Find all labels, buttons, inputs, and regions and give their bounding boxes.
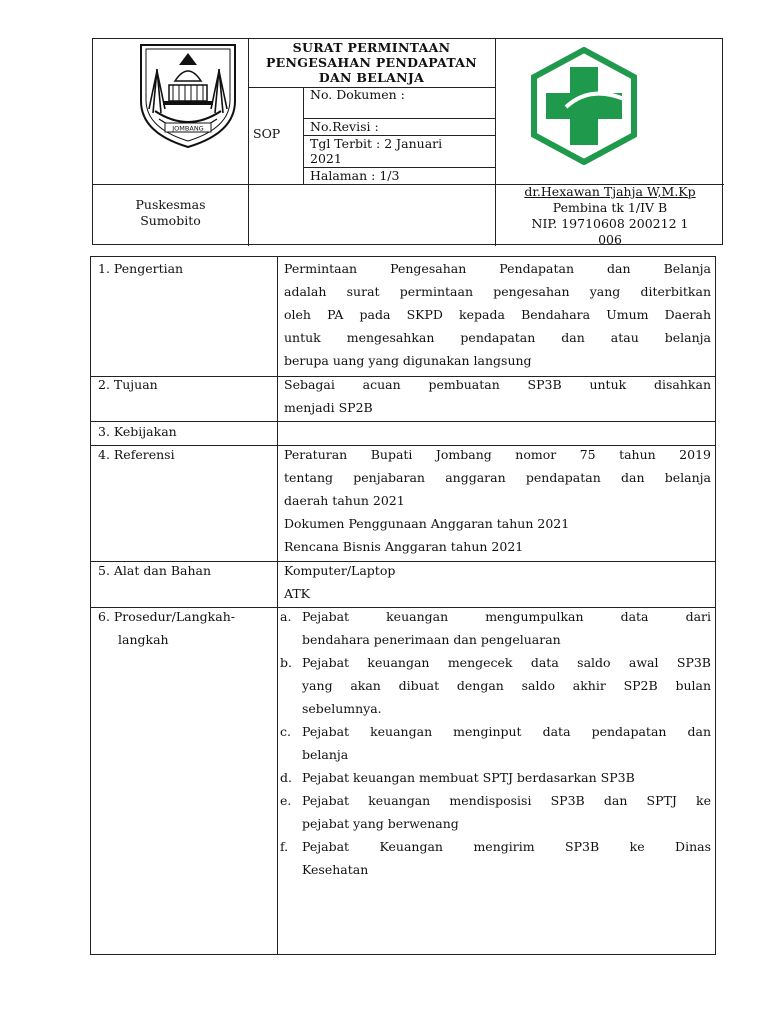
label-kebijakan: 3. Kebijakan — [98, 424, 177, 439]
content-pengertian: Permintaan Pengesahan Pendapatan dan Belanja adalah surat permintaan pengesahan yang diterbitkan oleh PA pada SKPD kepada Bendahara Umum Daerah untuk mengesahkan pendapatan dan atau belanja berupa uang yang digunakan langsung — [284, 261, 711, 368]
signatory-rank: Pembina tk 1/IV B — [552, 200, 668, 215]
step-a: a. Pejabat keuangan mengumpulkan data dari bendahara penerimaan dan pengeluaran — [280, 609, 711, 647]
content-referensi: Peraturan Bupati Jombang nomor 75 tahun 2019 tentang penjabaran anggaran pendapatan dan belanja daerah tahun 2021 Dokumen Penggunaan Anggaran tahun 2021 Rencana Bisnis Anggaran tahun 2021 — [284, 447, 711, 554]
no-dokumen: No. Dokumen : — [310, 87, 405, 102]
puskesmas-logo — [530, 47, 638, 165]
content-alat-bahan: Komputer/Laptop ATK — [284, 563, 396, 601]
label-referensi: 4. Referensi — [98, 447, 175, 462]
signatory-block — [496, 184, 724, 248]
sop-content-table — [90, 256, 716, 955]
label-pengertian: 1. Pengertian — [98, 261, 184, 276]
puskesmas-name: Puskesmas Sumobito — [135, 197, 206, 228]
label-prosedur: 6. Prosedur/Langkah- langkah — [98, 609, 235, 647]
document-title: SURAT PERMINTAAN PENGESAHAN PENDAPATAN DAN BELANJA — [265, 40, 477, 85]
header-table — [92, 38, 723, 245]
seal-lettering: JOMBANG — [172, 124, 204, 133]
content-prosedur — [280, 605, 711, 881]
tgl-terbit-line-1: Tgl Terbit : 2 Januari — [310, 136, 443, 151]
signatory-nip-cont: 006 — [598, 232, 622, 247]
halaman: Halaman : 1/3 — [310, 168, 400, 183]
step-b: b. Pejabat keuangan mengecek data saldo awal SP3B yang akan dibuat dengan saldo akhir SP2B bulan sebelumnya. — [280, 655, 711, 716]
signatory-name: dr.Hexawan Tjahja W,M.Kp — [524, 184, 696, 199]
step-d: d. Pejabat keuangan membuat SPTJ berdasarkan SP3B — [280, 770, 635, 785]
step-c: c. Pejabat keuangan menginput data pendapatan dan belanja — [280, 724, 711, 762]
step-e: e. Pejabat keuangan mendisposisi SP3B dan SPTJ ke pejabat yang berwenang — [280, 793, 711, 831]
sop-label: SOP — [253, 126, 281, 141]
step-f: f. Pejabat Keuangan mengirim SP3B ke Dinas Kesehatan — [280, 839, 711, 877]
tgl-terbit-line-2: 2021 — [310, 151, 342, 166]
regency-seal-logo — [135, 41, 243, 149]
label-tujuan: 2. Tujuan — [98, 377, 158, 392]
signatory-nip: NIP. 19710608 200212 1 — [531, 216, 689, 231]
no-revisi: No.Revisi : — [310, 119, 379, 134]
tgl-terbit — [310, 136, 442, 166]
content-tujuan: Sebagai acuan pembuatan SP3B untuk disahkan menjadi SP2B — [284, 377, 711, 415]
label-alat-bahan: 5. Alat dan Bahan — [98, 563, 212, 578]
